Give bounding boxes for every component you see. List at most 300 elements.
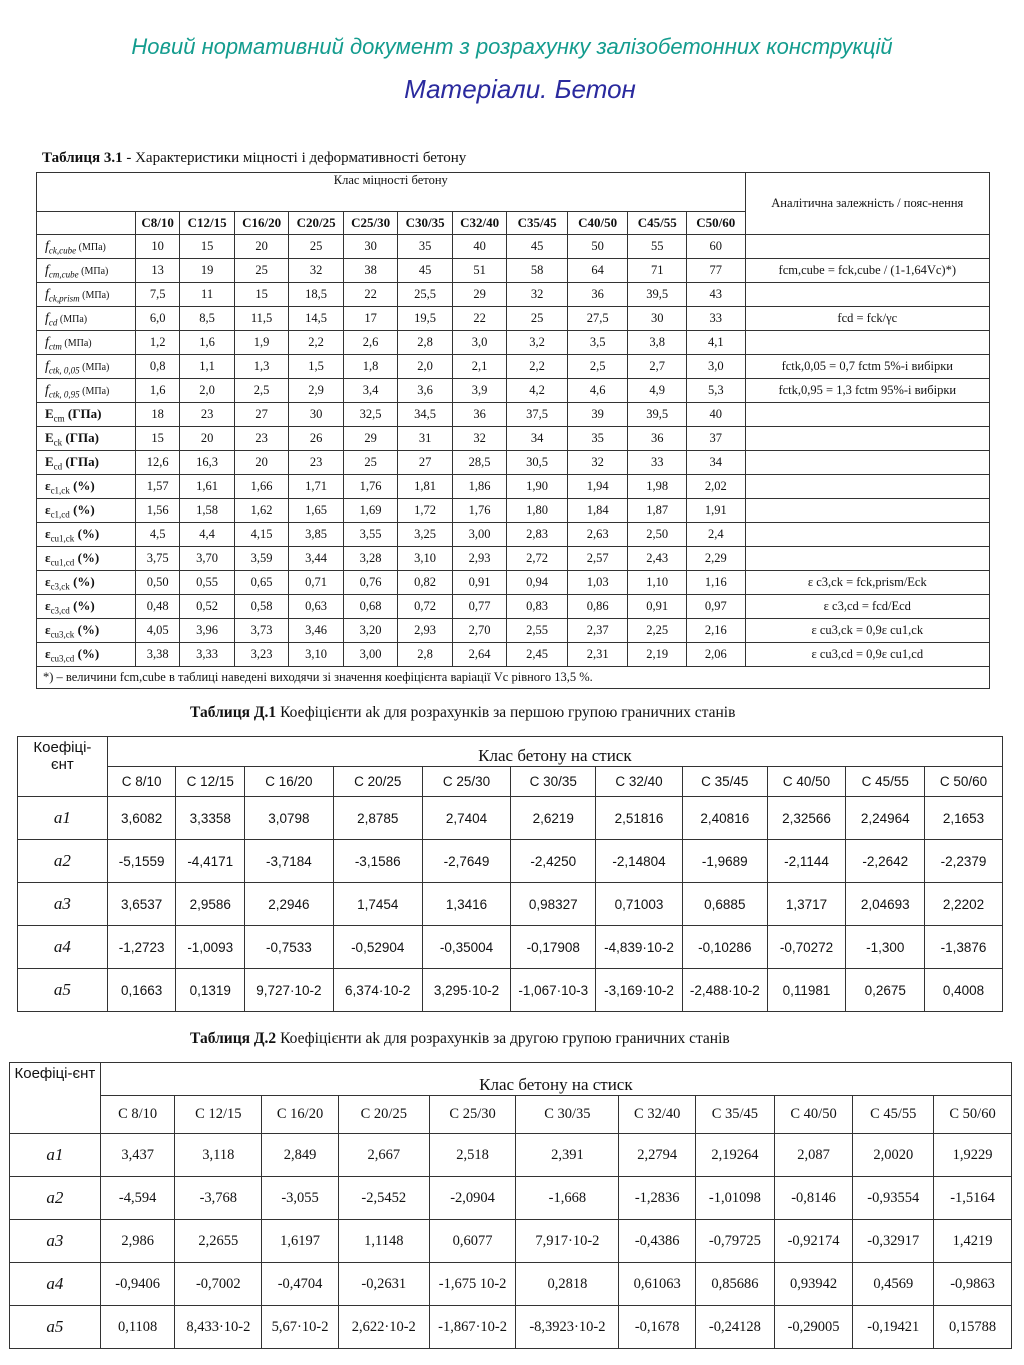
value-cell: 4,9 bbox=[628, 379, 687, 403]
coefficient-label: a2 bbox=[18, 840, 108, 883]
grade-header: С 50/60 bbox=[934, 1096, 1012, 1134]
parameter-symbol: E bbox=[45, 429, 54, 445]
value-cell: -2,14804 bbox=[596, 840, 683, 883]
value-cell: -0,8146 bbox=[774, 1177, 853, 1220]
value-cell: 40 bbox=[452, 235, 507, 259]
value-cell: 2,25 bbox=[628, 619, 687, 643]
value-cell: 27,5 bbox=[567, 307, 628, 331]
value-cell: 3,10 bbox=[289, 643, 344, 667]
parameter-unit: (ГПа) bbox=[64, 405, 102, 421]
value-cell: 3,00 bbox=[343, 643, 398, 667]
value-cell: 4,05 bbox=[135, 619, 179, 643]
value-cell: 4,2 bbox=[507, 379, 568, 403]
value-cell: 10 bbox=[135, 235, 179, 259]
value-cell: 1,10 bbox=[628, 571, 687, 595]
coefficient-label: a5 bbox=[18, 969, 108, 1012]
value-cell: -0,35004 bbox=[422, 926, 511, 969]
value-cell: 0,71003 bbox=[596, 883, 683, 926]
value-cell: 2,83 bbox=[507, 523, 568, 547]
value-cell: 0,71 bbox=[289, 571, 344, 595]
value-cell: 34 bbox=[507, 427, 568, 451]
parameter-symbol: ε bbox=[45, 525, 51, 541]
value-cell: 2,0020 bbox=[853, 1134, 934, 1177]
value-cell: -1,2723 bbox=[107, 926, 176, 969]
parameter-unit: (ГПа) bbox=[62, 453, 99, 469]
table-row bbox=[18, 969, 1003, 1012]
value-cell: 33 bbox=[687, 307, 746, 331]
table-row bbox=[37, 475, 990, 499]
value-cell: 4,1 bbox=[687, 331, 746, 355]
value-cell: -0,52904 bbox=[333, 926, 422, 969]
value-cell: 1,61 bbox=[180, 475, 235, 499]
value-cell: 1,66 bbox=[234, 475, 289, 499]
coefficient-label: a1 bbox=[10, 1134, 101, 1177]
grade-header: С 12/15 bbox=[176, 767, 245, 797]
value-cell: 3,0 bbox=[452, 331, 507, 355]
parameter-cell bbox=[37, 259, 136, 283]
parameter-subscript: cm,cube bbox=[48, 269, 79, 280]
parameter-subscript: cu1,ck bbox=[50, 533, 75, 544]
value-cell: 3,9 bbox=[452, 379, 507, 403]
grade-header: С 35/45 bbox=[682, 767, 767, 797]
value-cell: 71 bbox=[628, 259, 687, 283]
parameter-cell bbox=[37, 307, 136, 331]
value-cell: 0,61063 bbox=[619, 1263, 696, 1306]
value-cell: 1,6 bbox=[135, 379, 179, 403]
coefficient-label: a2 bbox=[10, 1177, 101, 1220]
parameter-unit: (%) bbox=[69, 477, 95, 493]
value-cell: 2,391 bbox=[516, 1134, 619, 1177]
footnote: *) – величини fcm,cube в таблиці наведені виходячи зі значення коефіцієнта варіації Vc рівного 13,5 %. bbox=[37, 667, 990, 689]
parameter-unit: (МПа) bbox=[79, 289, 110, 301]
parameter-cell bbox=[37, 427, 136, 451]
value-cell: 3,2 bbox=[507, 331, 568, 355]
parameter-subscript: ck,prism bbox=[48, 293, 80, 304]
value-cell: 23 bbox=[234, 427, 289, 451]
coefficient-header: Коефіці-єнт bbox=[18, 737, 108, 797]
table-3-1-caption: Таблиця 3.1 - Характеристики міцності і деформативності бетону bbox=[42, 150, 467, 166]
value-cell: -1,5164 bbox=[934, 1177, 1012, 1220]
value-cell: 2,2655 bbox=[175, 1220, 262, 1263]
value-cell: 0,85686 bbox=[696, 1263, 775, 1306]
parameter-unit: (МПа) bbox=[79, 361, 110, 373]
value-cell: 0,1663 bbox=[107, 969, 176, 1012]
parameter-subscript: ctk, 0,05 bbox=[48, 365, 80, 376]
value-cell: 33 bbox=[628, 451, 687, 475]
analytic-cell: fctk,0,95 = 1,3 fctm 95%-і вибірки bbox=[745, 379, 989, 403]
value-cell: 0,8 bbox=[135, 355, 179, 379]
value-cell: 38 bbox=[343, 259, 398, 283]
value-cell: 1,81 bbox=[398, 475, 453, 499]
value-cell: -3,169·10-2 bbox=[596, 969, 683, 1012]
value-cell: 3,10 bbox=[398, 547, 453, 571]
value-cell: 29 bbox=[452, 283, 507, 307]
value-cell: 2,57 bbox=[567, 547, 628, 571]
grade-header: С 32/40 bbox=[619, 1096, 696, 1134]
analytic-cell: ε c3,cd = fcd/Ecd bbox=[745, 595, 989, 619]
value-cell: 2,93 bbox=[398, 619, 453, 643]
value-cell: -0,93554 bbox=[853, 1177, 934, 1220]
value-cell: 22 bbox=[343, 283, 398, 307]
value-cell: -0,19421 bbox=[853, 1306, 934, 1349]
table-row bbox=[37, 259, 990, 283]
grade-header: C16/20 bbox=[234, 212, 289, 235]
value-cell: 2,518 bbox=[429, 1134, 516, 1177]
value-cell: -0,4386 bbox=[619, 1220, 696, 1263]
value-cell: 2,986 bbox=[100, 1220, 175, 1263]
value-cell: -4,4171 bbox=[176, 840, 245, 883]
coefficient-label: a1 bbox=[18, 797, 108, 840]
value-cell: 25 bbox=[234, 259, 289, 283]
parameter-cell bbox=[37, 235, 136, 259]
parameter-subscript: c1,ck bbox=[50, 485, 70, 496]
value-cell: 4,6 bbox=[567, 379, 628, 403]
value-cell: 2,5 bbox=[234, 379, 289, 403]
analytic-header: Аналітична залежність / пояс-нення bbox=[745, 173, 989, 235]
parameter-subscript: c3,cd bbox=[50, 605, 70, 616]
parameter-symbol: ε bbox=[45, 573, 51, 589]
parameter-symbol: f bbox=[45, 262, 49, 278]
value-cell: 3,33 bbox=[180, 643, 235, 667]
analytic-cell: fcd = fck/γc bbox=[745, 307, 989, 331]
value-cell: -0,1678 bbox=[619, 1306, 696, 1349]
value-cell: 1,91 bbox=[687, 499, 746, 523]
value-cell: 18,5 bbox=[289, 283, 344, 307]
parameter-subscript: cu3,cd bbox=[50, 653, 75, 664]
value-cell: -1,3876 bbox=[925, 926, 1003, 969]
value-cell: 28,5 bbox=[452, 451, 507, 475]
analytic-cell bbox=[745, 235, 989, 259]
value-cell: 8,5 bbox=[180, 307, 235, 331]
value-cell: 0,72 bbox=[398, 595, 453, 619]
value-cell: 20 bbox=[234, 235, 289, 259]
parameter-subscript: c1,cd bbox=[50, 509, 70, 520]
table-row bbox=[37, 307, 990, 331]
value-cell: 0,50 bbox=[135, 571, 179, 595]
value-cell: -1,0093 bbox=[176, 926, 245, 969]
value-cell: 1,1148 bbox=[338, 1220, 429, 1263]
value-cell: 2,19 bbox=[628, 643, 687, 667]
value-cell: 2,5 bbox=[567, 355, 628, 379]
grade-header: С 8/10 bbox=[107, 767, 176, 797]
value-cell: 1,62 bbox=[234, 499, 289, 523]
grade-header: C50/60 bbox=[687, 212, 746, 235]
class-header: Клас міцності бетону bbox=[37, 173, 746, 212]
parameter-symbol: f bbox=[45, 382, 49, 398]
value-cell: 2,51816 bbox=[596, 797, 683, 840]
value-cell: 0,63 bbox=[289, 595, 344, 619]
value-cell: -3,7184 bbox=[245, 840, 334, 883]
value-cell: 2,2 bbox=[289, 331, 344, 355]
value-cell: 36 bbox=[628, 427, 687, 451]
value-cell: 3,70 bbox=[180, 547, 235, 571]
value-cell: 2,31 bbox=[567, 643, 628, 667]
table-row bbox=[10, 1220, 1012, 1263]
value-cell: 3,295·10-2 bbox=[422, 969, 511, 1012]
table-row bbox=[18, 926, 1003, 969]
value-cell: 3,6082 bbox=[107, 797, 176, 840]
value-cell: -4,594 bbox=[100, 1177, 175, 1220]
value-cell: 1,71 bbox=[289, 475, 344, 499]
analytic-cell: ε cu3,cd = 0,9ε cu1,cd bbox=[745, 643, 989, 667]
value-cell: 25 bbox=[289, 235, 344, 259]
parameter-symbol: f bbox=[45, 310, 49, 326]
coefficient-label: a4 bbox=[18, 926, 108, 969]
value-cell: 1,6 bbox=[180, 331, 235, 355]
value-cell: -0,2631 bbox=[338, 1263, 429, 1306]
value-cell: 1,3 bbox=[234, 355, 289, 379]
value-cell: 0,2818 bbox=[516, 1263, 619, 1306]
value-cell: 0,94 bbox=[507, 571, 568, 595]
value-cell: 0,2675 bbox=[846, 969, 925, 1012]
table-row bbox=[37, 235, 990, 259]
value-cell: -2,2642 bbox=[846, 840, 925, 883]
value-cell: 3,23 bbox=[234, 643, 289, 667]
value-cell: -0,32917 bbox=[853, 1220, 934, 1263]
value-cell: 3,44 bbox=[289, 547, 344, 571]
value-cell: 6,0 bbox=[135, 307, 179, 331]
value-cell: 2,16 bbox=[687, 619, 746, 643]
grade-header: С 20/25 bbox=[333, 767, 422, 797]
value-cell: 17 bbox=[343, 307, 398, 331]
analytic-cell bbox=[745, 283, 989, 307]
grade-header: С 25/30 bbox=[422, 767, 511, 797]
grade-header: С 16/20 bbox=[262, 1096, 339, 1134]
value-cell: 0,48 bbox=[135, 595, 179, 619]
value-cell: 1,87 bbox=[628, 499, 687, 523]
table-row bbox=[18, 840, 1003, 883]
value-cell: -0,79725 bbox=[696, 1220, 775, 1263]
analytic-cell: fcm,cube = fck,cube / (1-1,64Vc)*) bbox=[745, 259, 989, 283]
value-cell: 3,59 bbox=[234, 547, 289, 571]
value-cell: 3,6 bbox=[398, 379, 453, 403]
value-cell: -3,1586 bbox=[333, 840, 422, 883]
value-cell: -1,067·10-3 bbox=[511, 969, 596, 1012]
value-cell: -3,768 bbox=[175, 1177, 262, 1220]
grade-header: C12/15 bbox=[180, 212, 235, 235]
grade-header: С 30/35 bbox=[511, 767, 596, 797]
parameter-unit: (МПа) bbox=[61, 337, 92, 349]
value-cell: 1,8 bbox=[343, 355, 398, 379]
value-cell: 1,5 bbox=[289, 355, 344, 379]
value-cell: 8,433·10-2 bbox=[175, 1306, 262, 1349]
parameter-symbol: E bbox=[45, 405, 54, 421]
value-cell: 4,5 bbox=[135, 523, 179, 547]
parameter-unit: (%) bbox=[74, 645, 100, 661]
value-cell: 0,77 bbox=[452, 595, 507, 619]
value-cell: 0,4008 bbox=[925, 969, 1003, 1012]
value-cell: -0,17908 bbox=[511, 926, 596, 969]
parameter-cell bbox=[37, 571, 136, 595]
parameter-symbol: E bbox=[45, 453, 54, 469]
value-cell: 0,58 bbox=[234, 595, 289, 619]
value-cell: -0,7533 bbox=[245, 926, 334, 969]
parameter-unit: (ГПа) bbox=[62, 429, 99, 445]
parameter-unit: (%) bbox=[69, 573, 95, 589]
value-cell: 55 bbox=[628, 235, 687, 259]
table-row bbox=[10, 1263, 1012, 1306]
value-cell: -1,668 bbox=[516, 1177, 619, 1220]
analytic-cell bbox=[745, 499, 989, 523]
parameter-unit: (МПа) bbox=[78, 265, 109, 277]
value-cell: 1,76 bbox=[452, 499, 507, 523]
value-cell: 1,72 bbox=[398, 499, 453, 523]
table-row bbox=[37, 331, 990, 355]
analytic-cell: fctk,0,05 = 0,7 fctm 5%-і вибірки bbox=[745, 355, 989, 379]
grade-header: С 40/50 bbox=[774, 1096, 853, 1134]
parameter-cell bbox=[37, 619, 136, 643]
value-cell: 3,118 bbox=[175, 1134, 262, 1177]
value-cell: 43 bbox=[687, 283, 746, 307]
value-cell: 15 bbox=[135, 427, 179, 451]
value-cell: 16,3 bbox=[180, 451, 235, 475]
value-cell: 3,6537 bbox=[107, 883, 176, 926]
value-cell: 2,4 bbox=[687, 523, 746, 547]
value-cell: 5,3 bbox=[687, 379, 746, 403]
value-cell: -2,4250 bbox=[511, 840, 596, 883]
value-cell: 32 bbox=[567, 451, 628, 475]
class-header: Клас бетону на стиск bbox=[107, 737, 1002, 767]
value-cell: 9,727·10-2 bbox=[245, 969, 334, 1012]
parameter-symbol: f bbox=[45, 334, 49, 350]
grade-header: С 32/40 bbox=[596, 767, 683, 797]
parameter-subscript: cd bbox=[48, 317, 58, 328]
value-cell: 2,50 bbox=[628, 523, 687, 547]
table-row bbox=[18, 797, 1003, 840]
value-cell: 3,20 bbox=[343, 619, 398, 643]
value-cell: 27 bbox=[398, 451, 453, 475]
table-row bbox=[37, 451, 990, 475]
value-cell: 1,9 bbox=[234, 331, 289, 355]
value-cell: 0,68 bbox=[343, 595, 398, 619]
value-cell: 29 bbox=[343, 427, 398, 451]
value-cell: 11,5 bbox=[234, 307, 289, 331]
value-cell: 2,2202 bbox=[925, 883, 1003, 926]
value-cell: 0,55 bbox=[180, 571, 235, 595]
value-cell: -2,488·10-2 bbox=[682, 969, 767, 1012]
value-cell: 0,6077 bbox=[429, 1220, 516, 1263]
parameter-symbol: ε bbox=[45, 645, 51, 661]
analytic-cell: ε c3,ck = fck,prism/Eck bbox=[745, 571, 989, 595]
analytic-cell bbox=[745, 427, 989, 451]
analytic-cell: ε cu3,ck = 0,9ε cu1,ck bbox=[745, 619, 989, 643]
value-cell: 3,75 bbox=[135, 547, 179, 571]
value-cell: 3,5 bbox=[567, 331, 628, 355]
value-cell: -0,29005 bbox=[774, 1306, 853, 1349]
value-cell: -0,7002 bbox=[175, 1263, 262, 1306]
value-cell: 1,1 bbox=[180, 355, 235, 379]
value-cell: 2,72 bbox=[507, 547, 568, 571]
value-cell: 1,16 bbox=[687, 571, 746, 595]
value-cell: 23 bbox=[180, 403, 235, 427]
table-row bbox=[10, 1134, 1012, 1177]
value-cell: 2,19264 bbox=[696, 1134, 775, 1177]
parameter-cell bbox=[37, 643, 136, 667]
value-cell: 3,38 bbox=[135, 643, 179, 667]
value-cell: -1,9689 bbox=[682, 840, 767, 883]
value-cell: 3,55 bbox=[343, 523, 398, 547]
value-cell: 0,83 bbox=[507, 595, 568, 619]
grade-header: C32/40 bbox=[452, 212, 507, 235]
value-cell: 30 bbox=[343, 235, 398, 259]
table-row bbox=[37, 355, 990, 379]
value-cell: 25,5 bbox=[398, 283, 453, 307]
value-cell: 51 bbox=[452, 259, 507, 283]
table-row bbox=[10, 1177, 1012, 1220]
value-cell: 2,667 bbox=[338, 1134, 429, 1177]
table-row bbox=[37, 523, 990, 547]
value-cell: 6,374·10-2 bbox=[333, 969, 422, 1012]
value-cell: 3,85 bbox=[289, 523, 344, 547]
grade-blank bbox=[37, 212, 136, 235]
value-cell: 2,087 bbox=[774, 1134, 853, 1177]
value-cell: 20 bbox=[180, 427, 235, 451]
value-cell: 37 bbox=[687, 427, 746, 451]
value-cell: 2,1653 bbox=[925, 797, 1003, 840]
value-cell: 5,67·10-2 bbox=[262, 1306, 339, 1349]
value-cell: 0,82 bbox=[398, 571, 453, 595]
grade-header: С 45/55 bbox=[846, 767, 925, 797]
coefficient-label: a4 bbox=[10, 1263, 101, 1306]
value-cell: 2,02 bbox=[687, 475, 746, 499]
value-cell: 36 bbox=[452, 403, 507, 427]
value-cell: 2,55 bbox=[507, 619, 568, 643]
value-cell: 3,25 bbox=[398, 523, 453, 547]
value-cell: 34 bbox=[687, 451, 746, 475]
value-cell: 2,2794 bbox=[619, 1134, 696, 1177]
value-cell: 3,0 bbox=[687, 355, 746, 379]
analytic-cell bbox=[745, 403, 989, 427]
coefficient-label: a3 bbox=[18, 883, 108, 926]
value-cell: 58 bbox=[507, 259, 568, 283]
grade-header: С 12/15 bbox=[175, 1096, 262, 1134]
value-cell: 2,2946 bbox=[245, 883, 334, 926]
value-cell: 3,4 bbox=[343, 379, 398, 403]
parameter-symbol: ε bbox=[45, 597, 51, 613]
grade-header: C35/45 bbox=[507, 212, 568, 235]
table-row bbox=[37, 619, 990, 643]
parameter-cell bbox=[37, 547, 136, 571]
value-cell: 18 bbox=[135, 403, 179, 427]
value-cell: -0,9863 bbox=[934, 1263, 1012, 1306]
value-cell: -1,2836 bbox=[619, 1177, 696, 1220]
table-row bbox=[37, 595, 990, 619]
grade-header: C25/30 bbox=[343, 212, 398, 235]
value-cell: 2,1 bbox=[452, 355, 507, 379]
value-cell: 0,6885 bbox=[682, 883, 767, 926]
parameter-symbol: f bbox=[45, 238, 49, 254]
class-header: Клас бетону на стиск bbox=[100, 1063, 1011, 1096]
value-cell: 0,97 bbox=[687, 595, 746, 619]
value-cell: 0,91 bbox=[452, 571, 507, 595]
parameter-subscript: cu1,cd bbox=[50, 557, 75, 568]
value-cell: 32 bbox=[452, 427, 507, 451]
value-cell: 0,76 bbox=[343, 571, 398, 595]
grade-header: C8/10 bbox=[135, 212, 179, 235]
value-cell: 26 bbox=[289, 427, 344, 451]
table-d1-caption: Таблиця Д.1 Коефіцієнти ak для розрахунків за першою групою граничних станів bbox=[190, 704, 736, 721]
value-cell: 2,0 bbox=[180, 379, 235, 403]
parameter-unit: (%) bbox=[69, 597, 95, 613]
grade-header: С 40/50 bbox=[767, 767, 846, 797]
value-cell: 14,5 bbox=[289, 307, 344, 331]
value-cell: 0,91 bbox=[628, 595, 687, 619]
value-cell: 7,917·10-2 bbox=[516, 1220, 619, 1263]
value-cell: 0,86 bbox=[567, 595, 628, 619]
value-cell: 0,93942 bbox=[774, 1263, 853, 1306]
parameter-unit: (%) bbox=[69, 501, 95, 517]
value-cell: 3,437 bbox=[100, 1134, 175, 1177]
